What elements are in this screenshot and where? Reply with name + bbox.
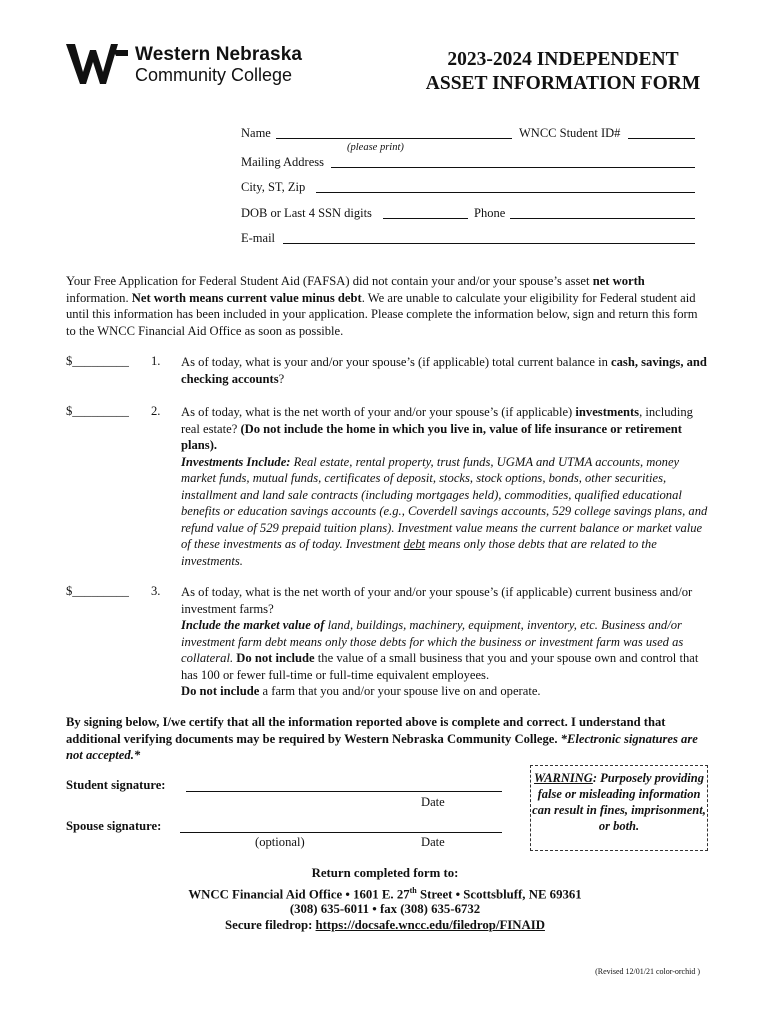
q1-text: As of today, what is your and/or your spouse’s (if applicable) total current balance in cash, savings, and checking accounts? — [181, 355, 707, 386]
spouse-signature-field[interactable] — [180, 818, 502, 833]
q2-text: As of today, what is the net worth of your and/or your spouse’s (if applicable) investments, including real estate? (Do not include the home in which you live in, value of life insurance or retirement plans). Investments Include: Real estate, rental property, trust funds, UGMA and UTMA accounts, money market funds, mutual funds, certificates of deposit, stocks, stock options, bonds, other securities, installment and land sale contracts (including mortgages held), commodities, qualified educational benefits or education savings accounts (e.g., Coverdell savings accounts, 529 college savings plans, and refund value of 529 prepaid tuition plans). Investment value means the current balance or market value of these investments as of today. Investment debt means only those debts that are related to the investments. — [181, 405, 708, 568]
spouse-signature-label: Spouse signature: — [66, 819, 162, 833]
title-line2: ASSET INFORMATION FORM — [425, 73, 701, 94]
city-field[interactable] — [316, 178, 695, 193]
name-field[interactable] — [276, 124, 512, 139]
q3-amount-field[interactable]: $_________ — [66, 584, 129, 598]
warning-box: WARNING: Purposely providing false or misleading information can result in fines, imprisonment, or both. — [530, 765, 708, 851]
warning-heading: WARNING — [534, 771, 593, 785]
filedrop-link[interactable]: https://docsafe.wncc.edu/filedrop/FINAID — [315, 918, 545, 932]
intro-paragraph: Your Free Application for Federal Student Aid (FAFSA) did not contain your and/or your spouse’s asset net worth information. Net worth means current value minus debt. We are unable to calculate your eligibility for Federal student aid until this information has been included in your application. Please complete the information below, sign and return this form to the WNCC Financial Aid Office as soon as possible. — [66, 274, 698, 338]
logo-text-line1: Western Nebraska — [135, 44, 303, 65]
q2-number: 2. — [151, 404, 161, 418]
q3-number: 3. — [151, 584, 161, 598]
logo-text-line2: Community College — [135, 65, 293, 85]
q2-amount-field[interactable]: $_________ — [66, 404, 129, 418]
revision-note: (Revised 12/01/21 color-orchid ) — [595, 967, 700, 976]
dob-field[interactable] — [383, 204, 468, 219]
secure-filedrop: Secure filedrop: https://docsafe.wncc.edu/filedrop/FINAID — [225, 918, 545, 932]
wncc-logo-icon — [66, 44, 128, 84]
phone-field[interactable] — [510, 204, 695, 219]
student-signature-field[interactable] — [186, 777, 502, 792]
mailing-address-label: Mailing Address — [241, 155, 324, 169]
certification-text: By signing below, I/we certify that all the information reported above is complete and correct. I understand that additional verifying documents may be required by Western Nebraska Community College. *Electronic signatures are not accepted.* — [66, 715, 698, 762]
office-phone: (308) 635-6011 • fax (308) 635-6732 — [289, 902, 481, 916]
student-id-label: WNCC Student ID# — [519, 126, 621, 140]
q3-text: As of today, what is the net worth of your and/or your spouse’s (if applicable) current business and/or investment farms? Include the market value of land, buildings, machinery, equipment, inventory, etc. Business and/or investment farm debt means only those debts for which the business or investment farm was used as collateral. Do not include the value of a small business that you and your spouse own and control that has 100 or fewer full-time or full-time equivalent employees. Do not include a farm that you and/or your spouse live on and operate. — [181, 585, 699, 698]
student-date-label: Date — [421, 795, 445, 809]
form-title — [413, 48, 713, 96]
return-heading: Return completed form to: — [311, 866, 459, 880]
title-line1: 2023-2024 INDEPENDENT — [447, 49, 679, 70]
office-address: WNCC Financial Aid Office • 1601 E. 27th Street • Scottsbluff, NE 69361 — [188, 886, 582, 902]
q1-amount-field[interactable]: $_________ — [66, 354, 129, 368]
email-field[interactable] — [283, 229, 695, 244]
name-label: Name — [241, 126, 271, 140]
city-label: City, ST, Zip — [241, 180, 306, 194]
phone-label: Phone — [474, 206, 506, 220]
student-signature-label: Student signature: — [66, 778, 166, 792]
student-id-field[interactable] — [628, 124, 695, 139]
q1-number: 1. — [151, 354, 161, 368]
dob-label: DOB or Last 4 SSN digits — [241, 206, 372, 220]
mailing-address-field[interactable] — [331, 153, 695, 168]
please-print-note: (please print) — [347, 142, 404, 153]
optional-note: (optional) — [255, 835, 305, 849]
spouse-date-label: Date — [421, 835, 445, 849]
email-label: E-mail — [241, 231, 276, 245]
